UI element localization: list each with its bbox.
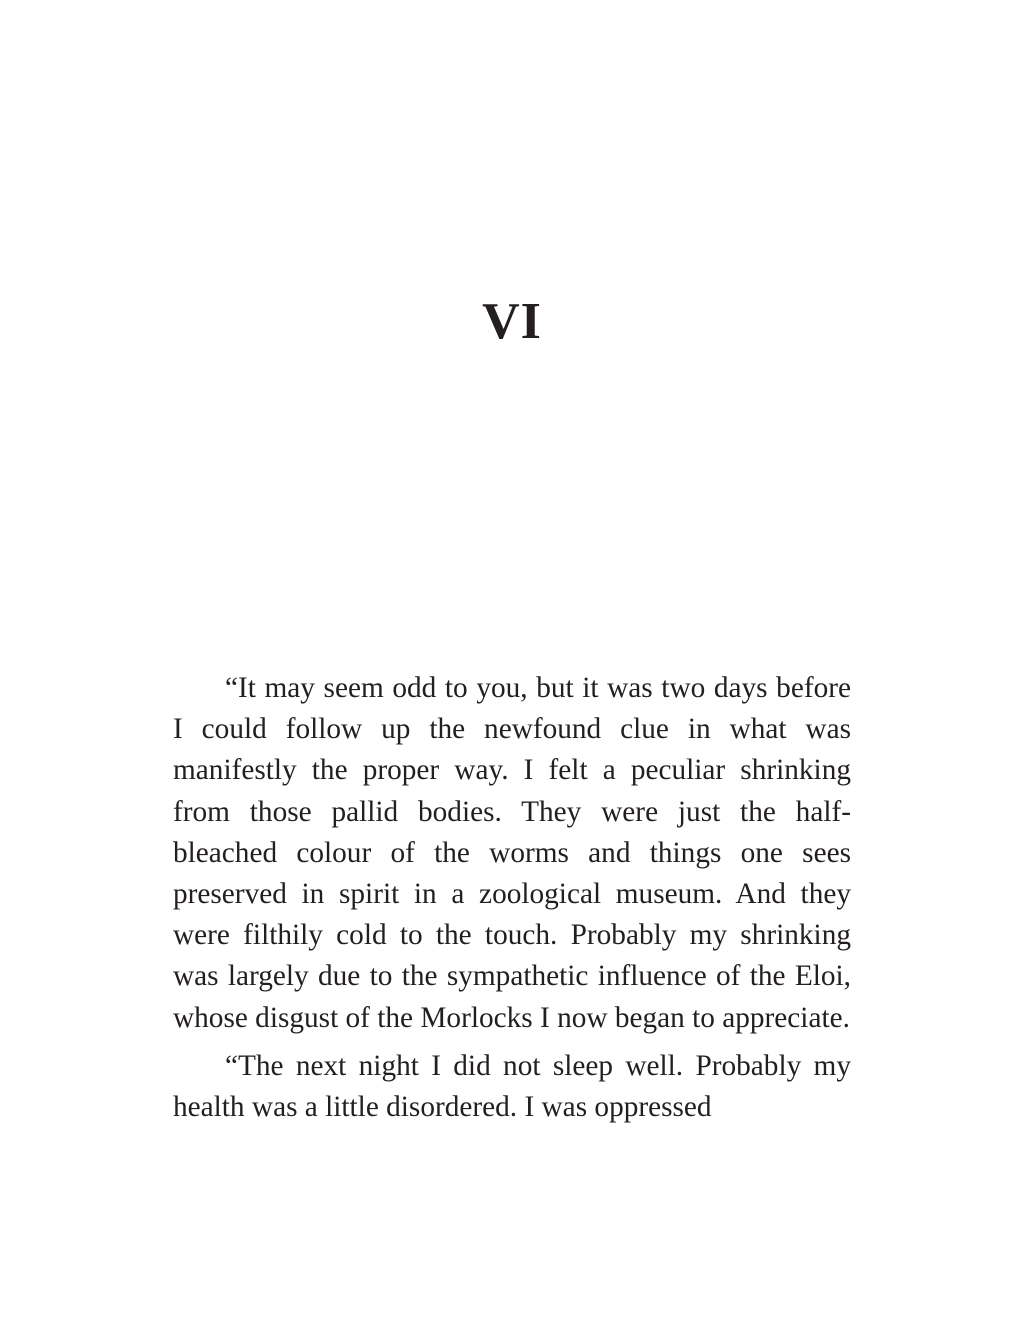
- chapter-heading: VI: [482, 293, 542, 350]
- paragraph: “The next night I did not sleep well. Probably my health was a little disordered. I was oppressed: [173, 1049, 851, 1124]
- body-text: [173, 668, 851, 1135]
- paragraph: “It may seem odd to you, but it was two days before I could follow up the newfound clue in what was manifestly the proper way. I felt a peculiar shrinking from those pallid bodies. They were just the half-bleached colour of the worms and things one sees preserved in spirit in a zoological museum. And they were filthily cold to the touch. Probably my shrinking was largely due to the sympathetic influence of the Eloi, whose disgust of the Morlocks I now began to appreciate.: [173, 672, 851, 1034]
